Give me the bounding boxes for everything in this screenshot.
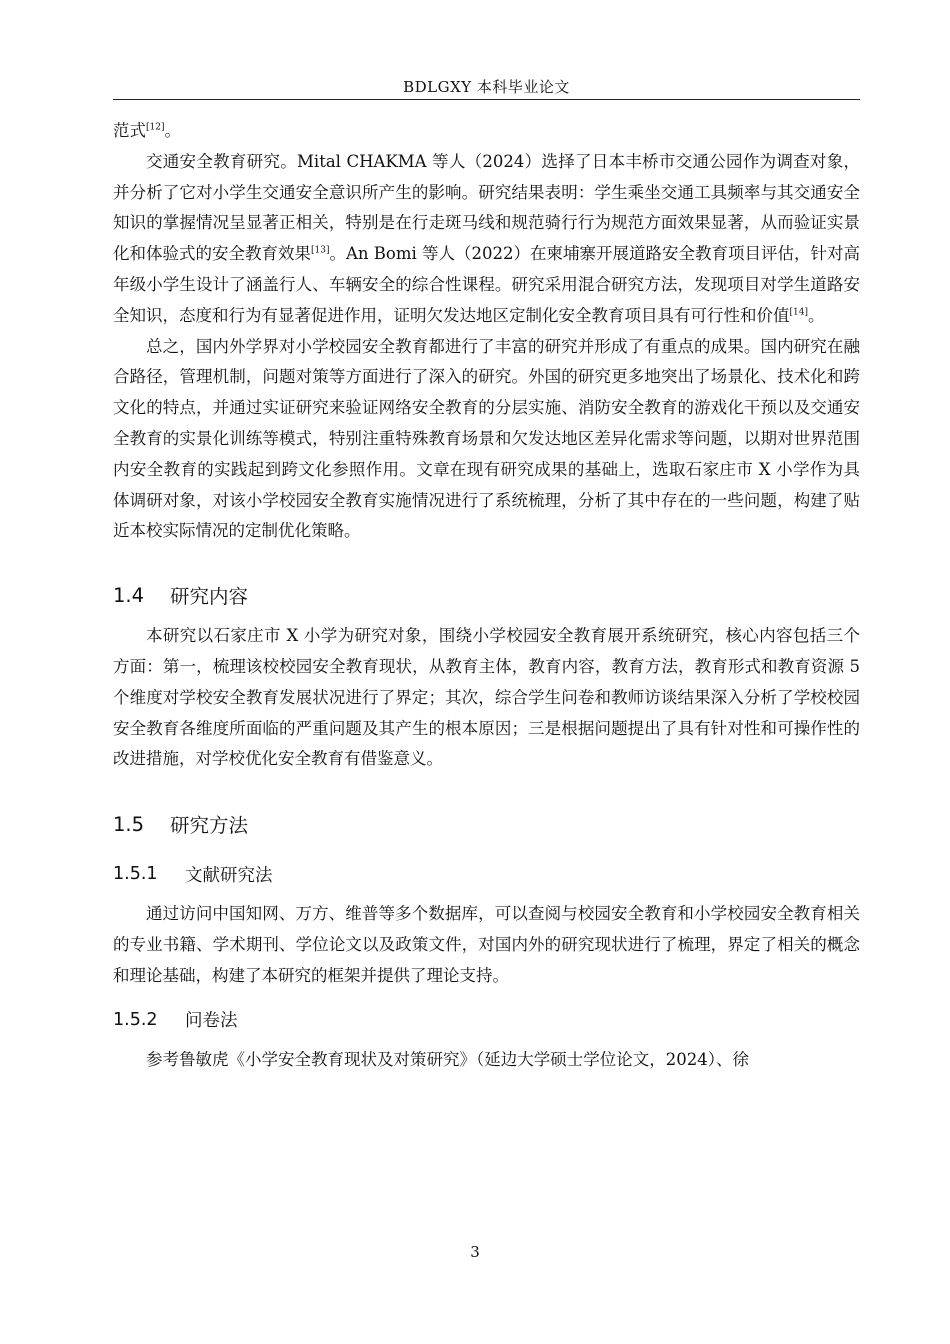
paragraph-summary: 总之，国内外学界对小学校园安全教育都进行了丰富的研究并形成了有重点的成果。国内研究在融合路径，管理机制，问题对策等方面进行了深入的研究。外国的研究更多地突出了场景化、技术化和跨文化的特点，并通过实证研究来验证网络安全教育的分层实施、消防安全教育的游戏化干预以及交通安全教育的实景化训练等模式，特别注重特殊教育场景和欠发达地区差异化需求等问题，以期对世界范围内安全教育的实践起到跨文化参照作用。文章在现有研究成果的基础上，选取石家庄市 X 小学作为具体调研对象，对该小学校园安全教育实施情况进行了系统梳理，分析了其中存在的一些问题，构建了贴近本校实际情况的定制优化策略。 (113, 336, 860, 541)
subsection-number: 1.5.2 (113, 1009, 158, 1030)
subsection-heading-1-5-2 (113, 1002, 860, 1038)
section-number: 1.5 (113, 812, 145, 836)
citation-marker: [13] (311, 245, 330, 256)
paragraph-text: 交通安全教育研究。Mital CHAKMA 等人（2024）选择了日本丰桥市交通公园作为调查对象，并分析了它对小学生交通安全意识所产生的影响。研究结果表明：学生乘坐交通工具频率与其交通安全知识的掌握情况呈显著正相关，特别是在行走斑马线和规范骑行行为规范方面效果显著，从而验证实景化和体验式的安全教育效果 (113, 151, 860, 264)
paragraph-traffic-safety (113, 147, 860, 332)
section-title: 研究内容 (170, 585, 249, 609)
paragraph-tail: 。 (807, 305, 825, 325)
header-rule (113, 99, 860, 100)
paragraph-literature-method: 通过访问中国知网、万方、维普等多个数据库，可以查阅与校园安全教育和小学校园安全教育相关的专业书籍、学术期刊、学位论文以及政策文件，对国内外的研究现状进行了梳理，界定了相关的概念和理论基础，构建了本研究的框架并提供了理论支持。 (113, 904, 860, 985)
subsection-title: 文献研究法 (185, 865, 273, 886)
paragraph-text: 。An Bomi 等人（2022）在柬埔寨开展道路安全教育项目评估，针对高年级小学生设计了涵盖行人、车辆安全的综合性课程。研究采用混合研究方法，发现项目对学生道路安全知识，态度和行为有显著促进作用，证明欠发达地区定制化安全教育项目具有可行性和价值 (113, 244, 860, 325)
section-heading-1-5 (113, 804, 860, 844)
section-number: 1.4 (113, 583, 145, 607)
subsection-number: 1.5.1 (113, 864, 158, 885)
subsection-title: 问卷法 (185, 1011, 238, 1032)
paragraph-research-content: 本研究以石家庄市 X 小学为研究对象，围绕小学校园安全教育展开系统研究，核心内容包括三个方面：第一，梳理该校校园安全教育现状，从教育主体，教育内容，教育方法，教育形式和教育资源 5 个维度对学校安全教育发展状况进行了界定；其次，综合学生问卷和教师访谈结果深入分析了学校校园安全教育各维度所面临的严重问题及其产生的根本原因；三是根据问题提出了具有针对性和可操作性的改进措施，对学校优化安全教育有借鉴意义。 (113, 626, 860, 769)
paragraph-questionnaire-method: 参考鲁敏虎《小学安全教育现状及对策研究》（延边大学硕士学位论文，2024）、徐 (146, 1049, 749, 1069)
section-title: 研究方法 (170, 814, 249, 838)
paragraph-tail: 。 (164, 121, 181, 140)
subsection-heading-1-5-1 (113, 856, 860, 892)
citation-marker: [12] (146, 122, 165, 133)
section-heading-1-4 (113, 575, 860, 615)
paragraph-continuation (113, 116, 860, 147)
paragraph-text: 范式 (113, 121, 146, 140)
page-number: 3 (470, 1243, 480, 1261)
citation-marker: [14] (789, 307, 808, 318)
page-body (113, 116, 860, 1075)
running-header: BDLGXY 本科毕业论文 (403, 78, 570, 96)
